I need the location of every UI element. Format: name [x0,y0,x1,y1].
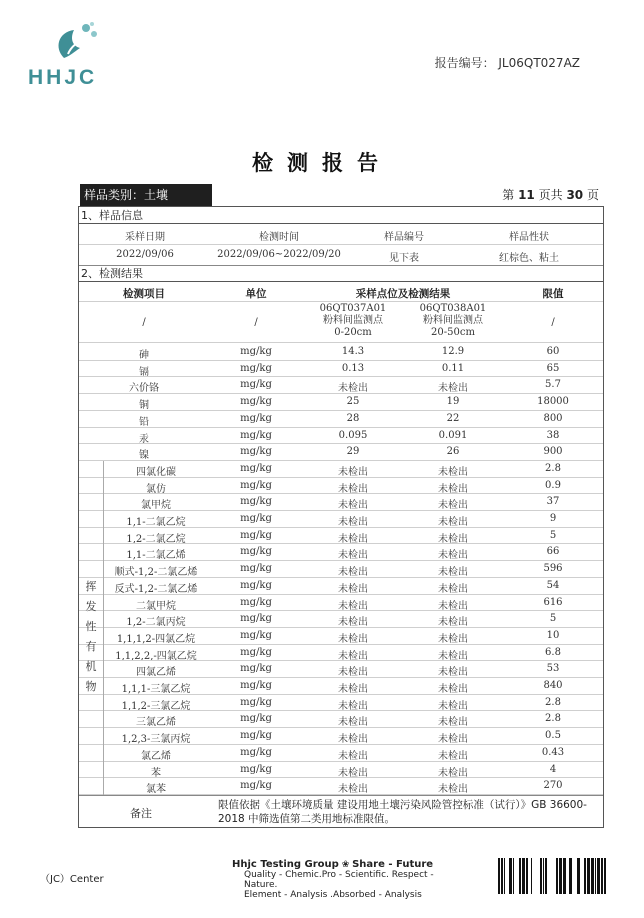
row-item: 汞 [139,433,149,445]
row-limit: 800 [543,412,563,424]
row-value-2: 未检出 [438,517,468,528]
row-value-2: 未检出 [438,734,468,746]
row-value-1: 未检出 [338,667,368,679]
row-unit: mg/kg [240,379,272,391]
footer-company: Hhjc Testing Group ❀ Share - Future Quality - Chemic.Pro - Scientific. Respect - Nature. Element - Analysis .Absorbed - Analysis [232,859,434,900]
row-item: 铅 [139,416,149,428]
sample-nature-value: 红棕色、粘土 [499,253,559,264]
row-value-1: 25 [346,396,360,408]
row-limit: 596 [543,563,563,575]
row-unit: mg/kg [240,680,272,691]
page-title: 检测报告 [252,151,392,175]
row-limit: 18000 [537,396,569,408]
row-value-2: 未检出 [438,784,468,796]
sample-category: 样品类别：土壤 [80,184,212,206]
row-value-2: 未检出 [438,550,468,562]
row-unit: mg/kg [240,713,272,725]
row-unit: mg/kg [240,429,272,441]
row-unit: mg/kg [240,362,272,374]
row-unit: mg/kg [240,746,272,758]
report-number: 报告编号： JL06QT027AZ [434,56,580,70]
footer-center: （JC）Center [40,874,104,885]
row-value-1: 未检出 [338,500,368,512]
row-item: 四氯乙烯 [136,667,176,679]
row-unit: mg/kg [240,479,272,491]
row-value-1: 29 [346,446,360,458]
row-limit: 65 [546,362,560,374]
row-value-2: 12.9 [441,346,465,357]
test-time-header: 检测时间 [259,232,299,243]
row-item: 砷 [139,350,149,361]
row-value-2: 未检出 [438,583,468,595]
unit-header: 单位 [245,288,267,300]
row-value-2: 未检出 [438,383,468,395]
row-value-1: 未检出 [338,466,368,478]
item-header: 检测项目 [123,288,165,300]
limit-header: 限值 [542,288,564,300]
sample-point-1: 06QT037A01 粉料间监测点 0-20cm [319,303,387,338]
group-label-voc: 挥 发 性 有 机 物 [85,580,97,693]
row-limit: 2.8 [545,713,561,725]
row-value-1: 未检出 [338,734,368,746]
row-value-1: 未检出 [338,567,368,579]
row-value-2: 26 [446,446,460,458]
row-value-2: 未检出 [438,684,468,695]
row-limit: 0.9 [545,479,561,491]
row-unit: mg/kg [240,496,272,508]
row-value-2: 未检出 [438,500,468,512]
row-unit: mg/kg [240,629,272,641]
row-value-1: 14.3 [341,346,365,357]
row-item: 顺式-1,2-二氯乙烯 [114,567,198,579]
row-limit: 60 [546,346,560,357]
row-value-1: 未检出 [338,750,368,762]
section-sample-info: 1、样品信息 [79,207,603,224]
row-item: 六价铬 [129,383,159,395]
row-value-1: 未检出 [338,684,368,695]
row-item: 1,1,2,2,-四氯乙烷 [115,650,197,662]
row-unit: mg/kg [240,730,272,742]
row-unit: mg/kg [240,396,272,408]
row-unit: mg/kg [240,546,272,558]
row-unit: mg/kg [240,513,272,524]
remark-label: 备注 [130,807,152,820]
row-limit: 10 [546,629,560,641]
row-value-1: 0.095 [338,429,368,441]
row-value-1: 未检出 [338,600,368,612]
row-limit: 2.8 [545,462,561,474]
row-limit: 66 [546,546,560,558]
row-unit: mg/kg [240,596,272,608]
row-limit: 0.43 [541,746,565,758]
row-limit: 38 [546,429,560,441]
row-item: 氯乙烯 [141,750,171,762]
sample-no-header: 样品编号 [384,232,424,243]
row-value-1: 未检出 [338,583,368,595]
row-value-2: 未检出 [438,567,468,579]
current-page: 11 [518,188,535,202]
row-item: 1,2-二氯丙烷 [126,617,186,629]
row-limit: 5 [549,613,557,625]
row-limit: 6.8 [545,646,561,658]
logo-text: HHJC [28,66,98,89]
row-value-1: 未检出 [338,550,368,562]
row-unit: mg/kg [240,780,272,792]
row-item: 氯仿 [146,483,166,495]
row-unit: mg/kg [240,563,272,575]
row-value-2: 22 [446,412,460,424]
row-value-2: 未检出 [438,617,468,629]
sample-point-2: 06QT038A01 粉料间监测点 20-50cm [419,303,487,338]
row-unit: mg/kg [240,446,272,458]
row-unit: mg/kg [240,646,272,658]
row-limit: 37 [546,496,560,508]
row-value-2: 未检出 [438,700,468,712]
page-info: 第 11 页共 30 页 [502,188,599,202]
test-time-value: 2022/09/06~2022/09/20 [217,249,341,260]
row-unit: mg/kg [240,696,272,708]
row-value-2: 未检出 [438,667,468,679]
row-item: 二氯甲烷 [136,600,176,612]
row-value-1: 未检出 [338,650,368,662]
row-value-2: 19 [446,396,460,408]
row-value-2: 未检出 [438,600,468,612]
barcode-icon [496,858,616,894]
row-limit: 9 [549,513,557,524]
sample-no-value: 见下表 [389,253,419,264]
row-value-1: 0.13 [341,362,365,374]
row-value-1: 未检出 [338,784,368,796]
row-item: 氯苯 [146,784,166,796]
row-limit: 616 [543,596,563,608]
row-unit: mg/kg [240,529,272,541]
row-item: 氯甲烷 [141,500,171,512]
row-item: 1,2,3-三氯丙烷 [121,734,191,746]
row-value-2: 未检出 [438,767,468,779]
report-table [78,206,604,828]
section-results: 2、检测结果 [79,265,603,282]
row-value-2: 未检出 [438,533,468,545]
row-value-2: 未检出 [438,483,468,495]
row-value-1: 28 [346,412,360,424]
sample-row-unit: / [254,317,258,328]
sample-date-value: 2022/09/06 [116,249,174,260]
row-limit: 0.5 [545,730,561,742]
row-value-1: 未检出 [338,533,368,545]
row-unit: mg/kg [240,663,272,675]
result-header: 采样点位及检测结果 [355,288,451,300]
row-item: 反式-1,2-二氯乙烯 [114,583,198,595]
row-item: 三氯乙烯 [136,717,176,729]
row-value-1: 未检出 [338,633,368,645]
row-value-2: 未检出 [438,466,468,478]
row-value-1: 未检出 [338,483,368,495]
sample-date-header: 采样日期 [125,232,165,243]
sample-row-limit: / [551,317,555,328]
row-item: 镉 [139,366,149,378]
row-value-1: 未检出 [338,517,368,528]
row-value-1: 未检出 [338,717,368,729]
row-unit: mg/kg [240,763,272,775]
row-limit: 270 [543,780,563,792]
row-value-1: 未检出 [338,700,368,712]
row-item: 1,1-二氯乙烯 [126,550,186,562]
row-unit: mg/kg [240,613,272,625]
row-value-2: 未检出 [438,717,468,729]
row-value-2: 0.11 [441,362,465,374]
row-value-2: 未检出 [438,633,468,645]
row-limit: 53 [546,663,560,675]
row-value-1: 未检出 [338,617,368,629]
sample-nature-header: 样品性状 [509,232,549,243]
row-item: 1,1,2-三氯乙烷 [121,700,191,712]
row-limit: 2.8 [545,696,561,708]
row-value-2: 未检出 [438,650,468,662]
row-value-2: 0.091 [438,429,468,441]
row-item: 四氯化碳 [136,466,176,478]
remark-text: 限值依据《土壤环境质量 建设用地土壤污染风险管控标准（试行）》GB 36600-2018 中筛选值第二类用地标准限值。 [218,799,587,825]
row-item: 1,1,1-三氯乙烷 [121,684,191,695]
row-item: 1,1-二氯乙烷 [126,517,186,528]
row-unit: mg/kg [240,579,272,591]
row-limit: 4 [549,763,557,775]
row-limit: 54 [546,579,560,591]
flower-icon: ❀ [341,860,350,870]
row-limit: 900 [543,446,563,458]
row-item: 苯 [151,767,161,779]
row-item: 铜 [139,400,149,412]
row-limit: 5 [549,529,557,541]
row-value-2: 未检出 [438,750,468,762]
row-value-1: 未检出 [338,383,368,395]
row-unit: mg/kg [240,346,272,357]
sample-row-item: / [142,317,146,328]
row-unit: mg/kg [240,412,272,424]
row-limit: 840 [543,680,563,691]
row-limit: 5.7 [545,379,561,391]
row-item: 1,2-二氯乙烷 [126,533,186,545]
row-value-1: 未检出 [338,767,368,779]
row-item: 镍 [139,450,149,462]
row-unit: mg/kg [240,462,272,474]
row-item: 1,1,1,2-四氯乙烷 [116,633,196,645]
total-pages: 30 [566,188,584,202]
